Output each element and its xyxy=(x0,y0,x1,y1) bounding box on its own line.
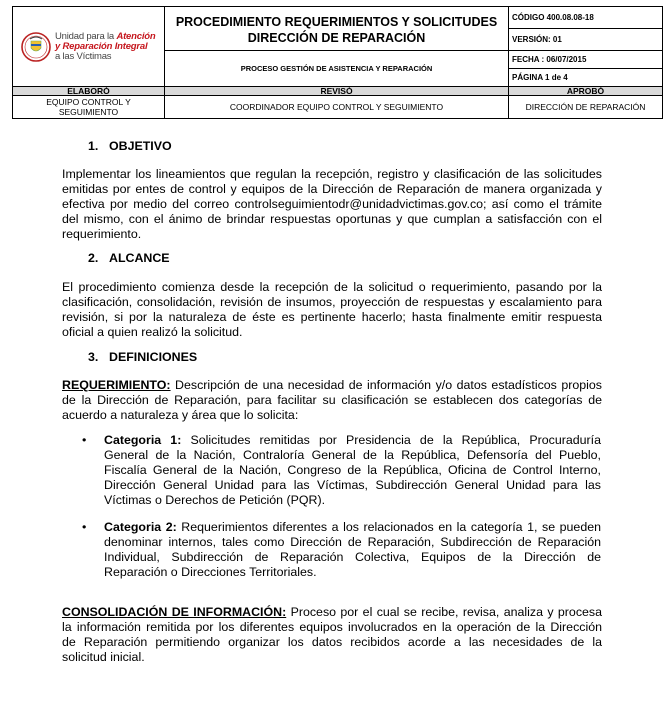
logo-line2: y Reparación Integral xyxy=(55,40,148,52)
paragraph-line: Implementar los lineamientos que regulan la recepción, registro y clasificación de las solicitudes xyxy=(62,167,602,181)
section-heading-alcance xyxy=(88,251,170,265)
paragraph-line: emitidas por entes de control y equipos de la Dirección de Reparación de manera organizada y xyxy=(62,182,602,196)
paragraph-line: Reparación o Direcciones Territoriales. xyxy=(104,565,317,579)
paragraph-line: efectiva por medio del correo controlseguimientodr@unidadvictimas.gov.co; así como el trámite xyxy=(62,197,602,211)
paragraph-line: de Reparación permitiendo organizar los datos recibidos acorde a las necesidades de la xyxy=(62,635,602,649)
category-text: Requerimientos diferentes a los relacionados en la categoría 1, se pueden xyxy=(176,520,601,534)
definition-term: CONSOLIDACIÓN DE INFORMACIÓN: xyxy=(62,605,287,619)
section-heading-objetivo xyxy=(88,139,172,153)
paragraph-line: General de la Nación, Contraloría General de la República, Defensoría del Pueblo, xyxy=(104,448,601,462)
categoria-2-item xyxy=(104,520,601,580)
elaboro-value-line2: SEGUIMIENTO xyxy=(58,107,119,117)
category-term: Categoria 2: xyxy=(104,520,177,534)
bullet-icon: • xyxy=(82,520,87,534)
category-text: Solicitudes remitidas por Presidencia de la República, Procuraduría xyxy=(181,433,601,447)
paragraph-line: Dirección General Unidad para las Víctimas, Subdirección General Unidad para las xyxy=(104,478,601,492)
process-name: PROCESO GESTIÓN DE ASISTENCIA Y REPARACIÓN xyxy=(165,51,509,87)
document-title-line1: PROCEDIMIENTO REQUERIMIENTOS Y SOLICITUDES xyxy=(175,14,498,29)
paragraph-line xyxy=(104,520,601,535)
aprobo-value: DIRECCIÓN DE REPARACIÓN xyxy=(509,96,663,119)
section-title: DEFINICIONES xyxy=(109,350,198,364)
section-number: 1. xyxy=(88,139,99,153)
section-number: 2. xyxy=(88,251,99,265)
reviso-value: COORDINADOR EQUIPO CONTROL Y SEGUIMIENTO xyxy=(165,96,509,119)
version-cell: VERSIÓN: 01 xyxy=(509,29,663,51)
definition-text: Descripción de una necesidad de información y/o datos estadísticos propios xyxy=(170,378,602,392)
paragraph-line: de la Dirección de Reparación, para facilitar su clasificación se establecen dos categorías de xyxy=(62,393,602,407)
paragraph-line xyxy=(104,433,601,448)
section-title: OBJETIVO xyxy=(109,139,172,153)
category-term: Categoria 1: xyxy=(104,433,182,447)
definition-term: REQUERIMIENTO: xyxy=(62,378,171,392)
paragraph-line: oficial a quien realizó la solicitud. xyxy=(62,325,243,339)
aprobo-label: APROBÓ xyxy=(509,87,663,96)
paragraph-line: denominar internos, tales como Dirección de Reparación, Subdirección de Reparación xyxy=(104,535,601,549)
logo-cell xyxy=(13,7,165,87)
consolidacion-definition xyxy=(62,605,602,665)
definition-text: Proceso por el cual se recibe, revisa, analiza y procesa xyxy=(286,605,602,619)
title-cell xyxy=(165,7,509,51)
paragraph-line: revisión, si por la naturaleza de éste es pertinente hacerlo; hasta finalmente emitir respuesta xyxy=(62,310,602,324)
paragraph-line: Fiscalía General de la Nación, Congreso de la República, Oficina de Control Interno, xyxy=(104,463,601,477)
document-title-line2: DIRECCIÓN DE REPARACIÓN xyxy=(247,30,426,45)
alcance-paragraph xyxy=(62,280,602,340)
unidad-victimas-logo xyxy=(13,31,164,63)
section-heading-definiciones xyxy=(88,350,197,364)
paragraph-line: solicitud inicial. xyxy=(62,650,145,664)
elaboro-label: ELABORÓ xyxy=(13,87,165,96)
paragraph-line xyxy=(62,378,602,393)
paragraph-line: la información remitida por los diferentes equipos involucrados en la operación de la Dirección xyxy=(62,620,602,634)
pagina-cell: PÁGINA 1 de 4 xyxy=(509,69,663,87)
paragraph-line xyxy=(62,605,602,620)
paragraph-line: requerimiento. xyxy=(62,227,142,241)
paragraph-line: del mismo, con el ánimo de brindar respuestas oportunas y que cumplan a satisfacción con el xyxy=(62,212,602,226)
bullet-icon: • xyxy=(82,433,87,447)
roles-row xyxy=(13,87,663,96)
document-header-table xyxy=(12,6,663,119)
fecha-cell: FECHA : 06/07/2015 xyxy=(509,51,663,69)
elaboro-value xyxy=(13,96,165,119)
logo-line3: a las Víctimas xyxy=(55,50,112,62)
paragraph-line: acuerdo a naturaleza y área que lo solicita: xyxy=(62,408,299,422)
colombia-coat-of-arms-icon xyxy=(21,31,51,63)
logo-wordmark xyxy=(55,32,155,62)
requerimiento-definition xyxy=(62,378,602,423)
paragraph-line: clasificación, consolidación, revisión de insumos, proyección de respuestas y escalamiento para xyxy=(62,295,602,309)
logo-line1-red: Atención xyxy=(116,30,156,42)
paragraph-line: Víctimas o Derechos de Petición (PQR). xyxy=(104,493,326,507)
elaboro-value-line1: EQUIPO CONTROL Y xyxy=(46,97,131,107)
codigo-cell: CÓDIGO 400.08.08-18 xyxy=(509,7,663,29)
paragraph-line: El procedimiento comienza desde la recepción de la solicitud o requerimiento, pasando por la xyxy=(62,280,602,294)
section-number: 3. xyxy=(88,350,99,364)
names-row xyxy=(13,96,663,119)
section-title: ALCANCE xyxy=(109,251,170,265)
logo-line1-plain: Unidad para la xyxy=(55,30,117,42)
paragraph-line: Individual, Subdirección de Reparación Colectiva, Equipos de la Dirección de xyxy=(104,550,601,564)
reviso-label: REVISÓ xyxy=(165,87,509,96)
categoria-1-item xyxy=(104,433,601,508)
objetivo-paragraph xyxy=(62,167,602,242)
